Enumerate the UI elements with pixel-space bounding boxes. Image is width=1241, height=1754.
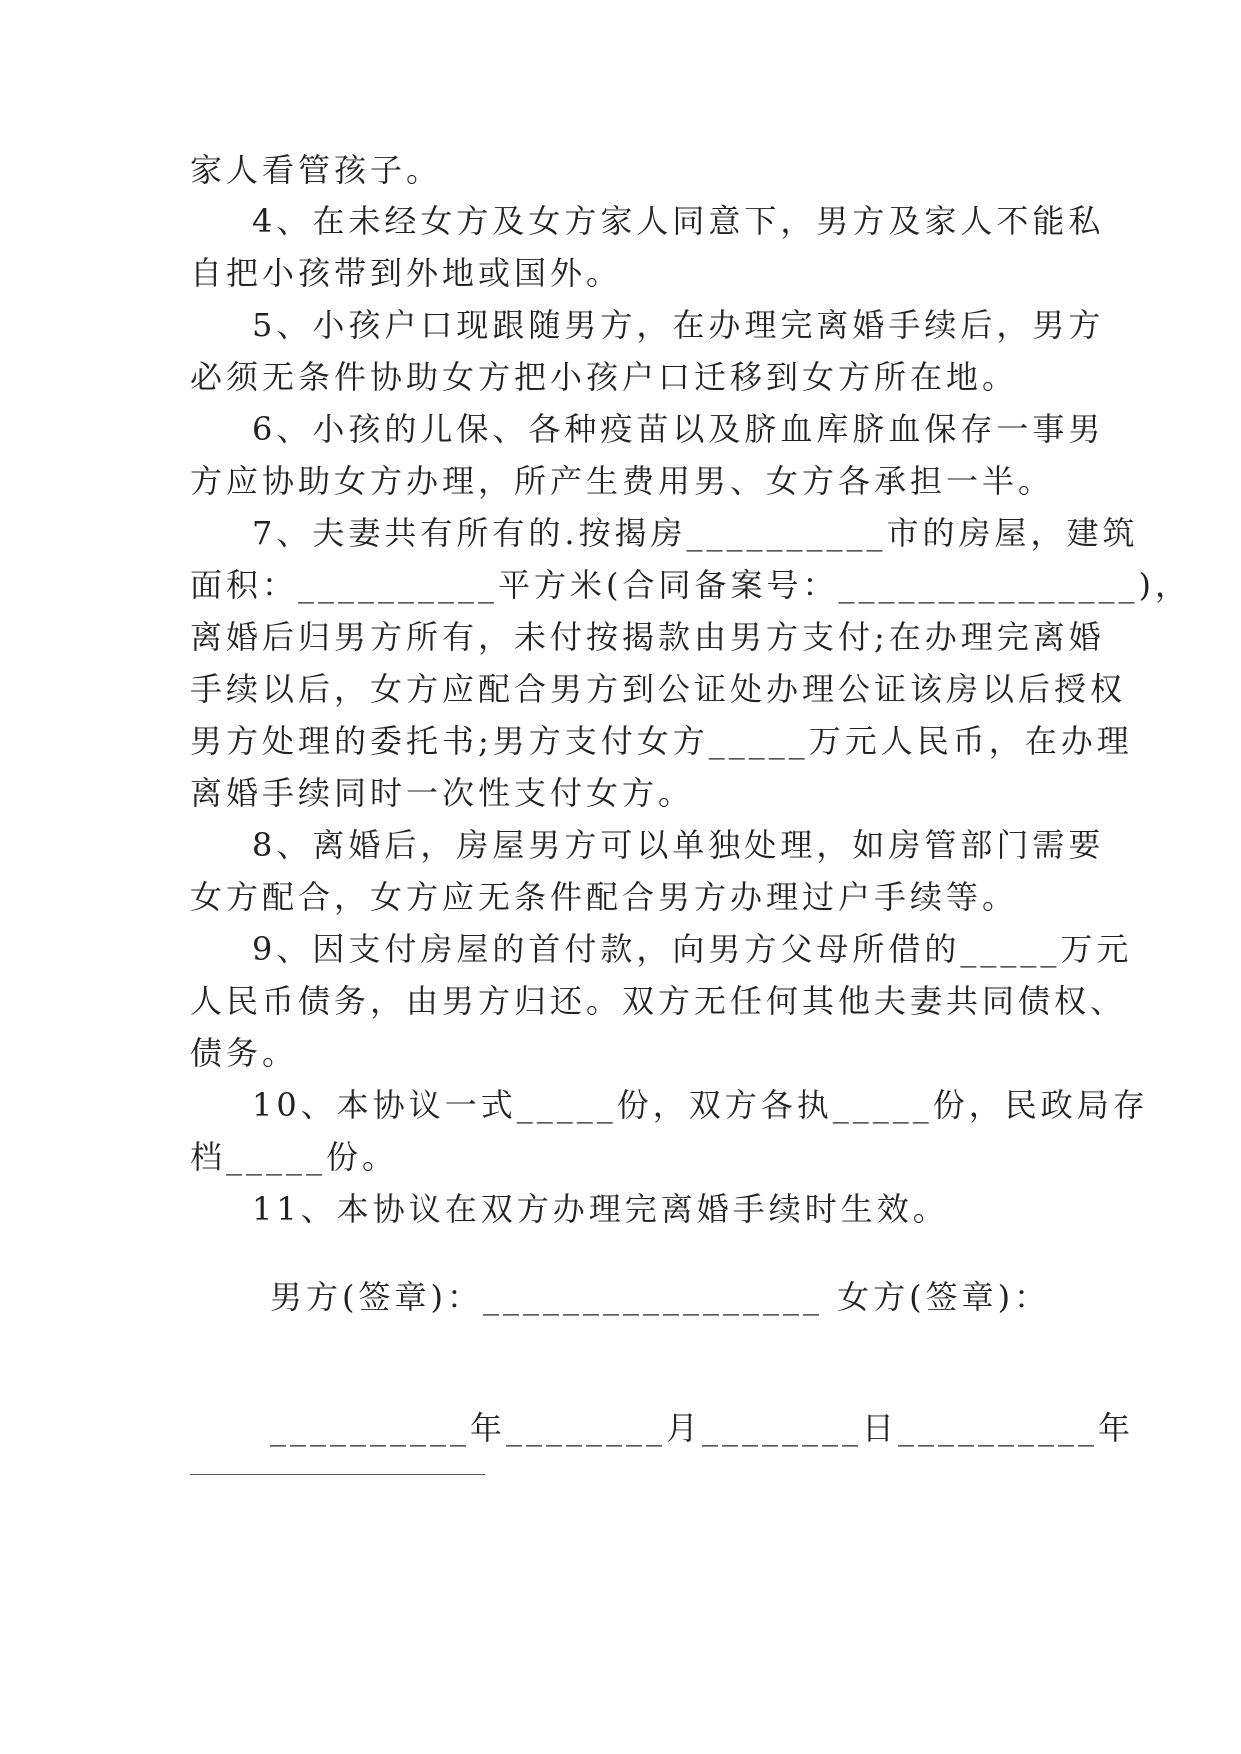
text-line: 男方处理的委托书;男方支付女方_____万元人民币，在办理 — [190, 722, 1133, 760]
clause-4: 4、在未经女方及女方家人同意下，男方及家人不能私 — [252, 202, 1105, 240]
text-line: 离婚手续同时一次性支付女方。 — [190, 774, 695, 812]
signature-line: 男方(签章)：_________________ 女方(签章)： — [270, 1278, 1051, 1316]
date-line: __________年________月________日__________年 — [270, 1409, 1135, 1447]
clause-7: 7、夫妻共有所有的.按揭房__________市的房屋，建筑 — [252, 514, 1139, 552]
clause-11: 11、本协议在双方办理完离婚手续时生效。 — [252, 1190, 949, 1228]
text-line: 人民币债务，由男方归还。双方无任何其他夫妻共同债权、 — [190, 982, 1127, 1020]
signature-underline — [190, 1474, 485, 1475]
clause-10: 10、本协议一式_____份，双方各执_____份，民政局存 — [252, 1086, 1149, 1124]
text-line: 自把小孩带到外地或国外。 — [190, 254, 623, 292]
text-line: 必须无条件协助女方把小孩户口迁移到女方所在地。 — [190, 358, 1019, 396]
clause-5: 5、小孩户口现跟随男方，在办理完离婚手续后，男方 — [252, 306, 1105, 344]
text-line: 女方配合，女方应无条件配合男方办理过户手续等。 — [190, 878, 1019, 916]
clause-6: 6、小孩的儿保、各种疫苗以及脐血库脐血保存一事男 — [252, 410, 1105, 448]
text-line: 方应协助女方办理，所产生费用男、女方各承担一半。 — [190, 462, 1055, 500]
text-line: 家人看管孩子。 — [190, 151, 443, 189]
text-line: 债务。 — [190, 1034, 299, 1072]
text-line: 离婚后归男方所有，未付按揭款由男方支付;在办理完离婚 — [190, 618, 1105, 656]
text-line: 档_____份。 — [190, 1138, 399, 1176]
clause-8: 8、离婚后，房屋男方可以单独处理，如房管部门需要 — [252, 826, 1105, 864]
clause-9: 9、因支付房屋的首付款，向男方父母所借的_____万元 — [252, 930, 1133, 968]
text-line: 手续以后，女方应配合男方到公证处办理公证该房以后授权 — [190, 670, 1127, 708]
text-line: 面积：__________平方米(合同备案号：_______________)， — [190, 566, 1191, 604]
